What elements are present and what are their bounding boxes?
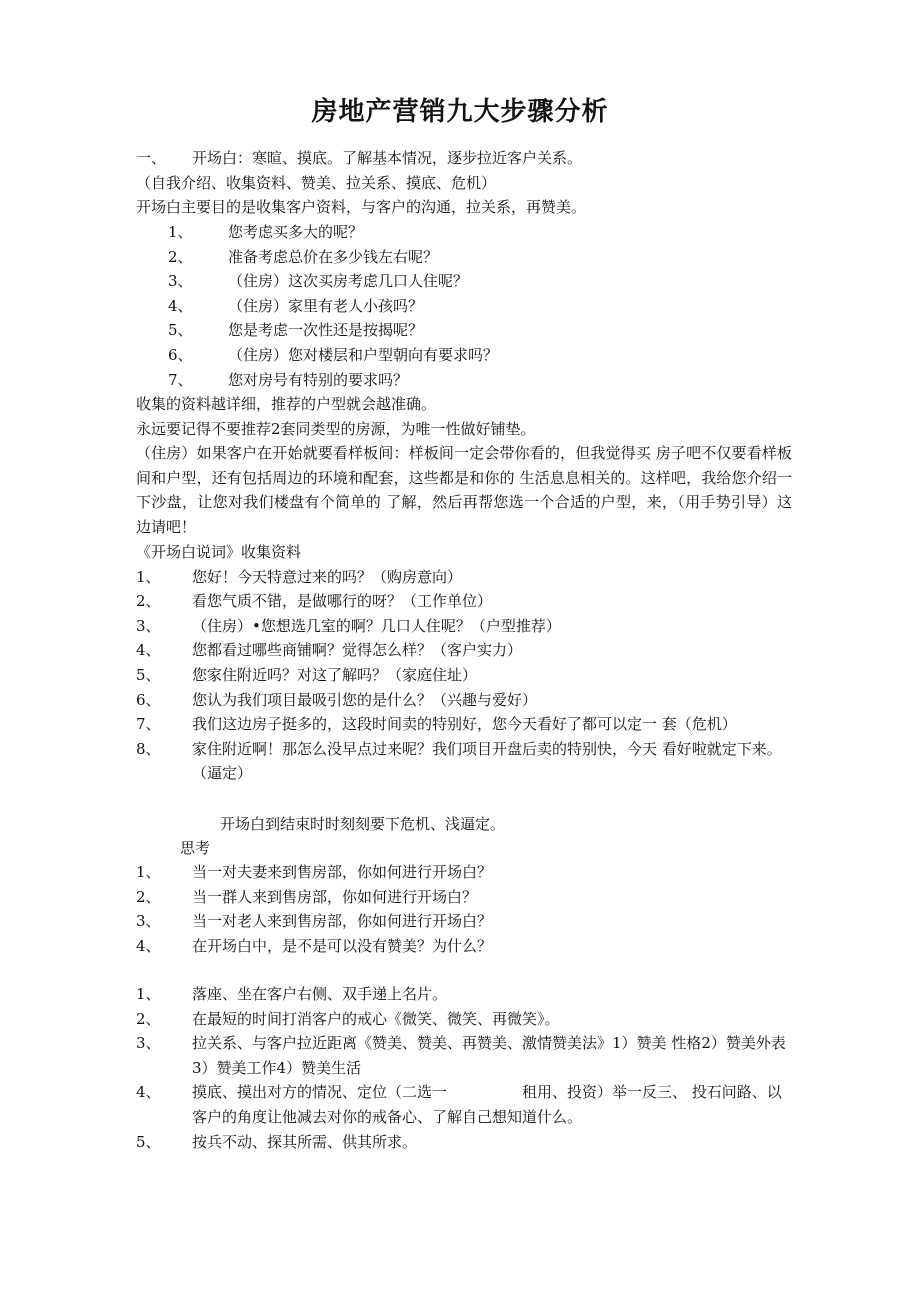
list-item: 1、 当一对夫妻来到售房部，你如何进行开场白？ <box>136 863 493 881</box>
list-item: 4、 摸底、摸出对方的情况、定位（二选一 租用、投资）举一反三、 投石问路、以客户的角度让他减去对你的戒备心、了解自己想知道什么。 <box>136 1083 782 1126</box>
section-heading-text: 开场白：寒暄、摸底。了解基本情况，逐步拉近客户关系。 <box>192 149 583 167</box>
question-list <box>168 220 768 392</box>
section-number: 一、 <box>136 149 167 167</box>
list-item: 3、 当一对老人来到售房部，你如何进行开场白？ <box>136 912 493 931</box>
list-item: 1、 您考虑买多大的呢？ <box>168 223 364 241</box>
list-item: 1、 落座、坐在客户右侧、双手递上名片。 <box>136 985 448 1003</box>
script-heading: 《开场白说词》收集资料 <box>136 543 302 561</box>
list-item: 2、 看您气质不错，是做哪行的呀？（工作单位） <box>136 592 493 611</box>
list-item: 2、 准备考虑总价在多少钱左右呢？ <box>168 247 439 266</box>
list-item: 7、 我们这边房子挺多的，这段时间卖的特别好，您今天看好了都可以定一 套（危机） <box>136 715 737 734</box>
list-item: 1、 您好！今天特意过来的吗？（购房意向） <box>136 567 463 586</box>
list-item: 4、 您都看过哪些商铺啊？觉得怎么样？（客户实力） <box>136 641 523 660</box>
list-item: 2、 当一群人来到售房部，你如何进行开场白？ <box>136 887 478 906</box>
script-section <box>136 540 786 786</box>
page-title: 房地产营销九大步骤分析 <box>311 97 609 127</box>
section-subtitle: （自我介绍、收集资料、赞美、拉关系、摸底、危机） <box>136 173 497 192</box>
section-purpose: 开场白主要目的是收集客户资料，与客户的沟通，拉关系，再赞美。 <box>136 198 587 217</box>
list-item: 4、 （住房）家里有老人小孩吗？ <box>168 296 424 315</box>
list-item: 6、 （住房）您对楼层和户型朝向有要求吗？ <box>168 345 499 364</box>
list-item: 2、 在最短的时间打消客户的戒心《微笑、微笑、再微笑》。 <box>136 1009 560 1028</box>
list-item: 7、 您对房号有特别的要求吗？ <box>168 370 409 389</box>
list-item: 5、 按兵不动、探其所需、供其所求。 <box>136 1132 418 1151</box>
note-line: 永远要记得不要推荐2套同类型的房源，为唯一性做好铺垫。 <box>136 419 536 438</box>
list-item: 5、 您是考虑一次性还是按揭呢？ <box>168 321 424 340</box>
list-item: 8、 家住附近啊！那怎么没早点过来呢？我们项目开盘后卖的特别快，今天 看好啦就定下来。（逼定） <box>136 739 782 783</box>
list-item: 5、 您家住附近吗？对这了解吗？（家庭住址） <box>136 665 478 684</box>
section-one <box>136 146 796 220</box>
list-item: 6、 您认为我们项目最吸引您的是什么？（兴趣与爱好） <box>136 690 538 709</box>
section-heading <box>136 146 796 171</box>
list-item: 3、 （住房）•您想选几室的啊？几口人住呢？（户型推荐） <box>136 616 561 635</box>
think-list <box>136 860 786 958</box>
steps-list <box>136 982 786 1154</box>
showroom-paragraph: （住房）如果客户在开始就要看样板间：样板间一定会带你看的，但我觉得买 房子吧不仅要看样板间和户型，还有包括周边的环境和配套，这些都是和你的 生活息息相关的。这样吧，我给您介绍一下沙盘，让您对我们楼盘有个简单的 了解，然后再帮您选一个合适的户型，来，（用手势引导）这边请吧！ <box>136 444 792 536</box>
notes-block <box>136 392 792 540</box>
list-item: 3、 （住房）这次买房考虑几口人住呢？ <box>168 272 469 291</box>
script-closing: 开场白到结束时时刻刻要下危机、浅逼定。 <box>220 815 506 833</box>
list-item: 4、 在开场白中，是不是可以没有赞美？为什么？ <box>136 936 493 955</box>
list-item: 3、 拉关系、与客户拉近距离《赞美、赞美、再赞美、激情赞美法》1）赞美 性格2）赞美外表3）赞美工作4）赞美生活 <box>136 1034 786 1077</box>
note-line: 收集的资料越详细，推荐的户型就会越准确。 <box>136 395 437 413</box>
think-heading: 思考 <box>180 839 211 857</box>
